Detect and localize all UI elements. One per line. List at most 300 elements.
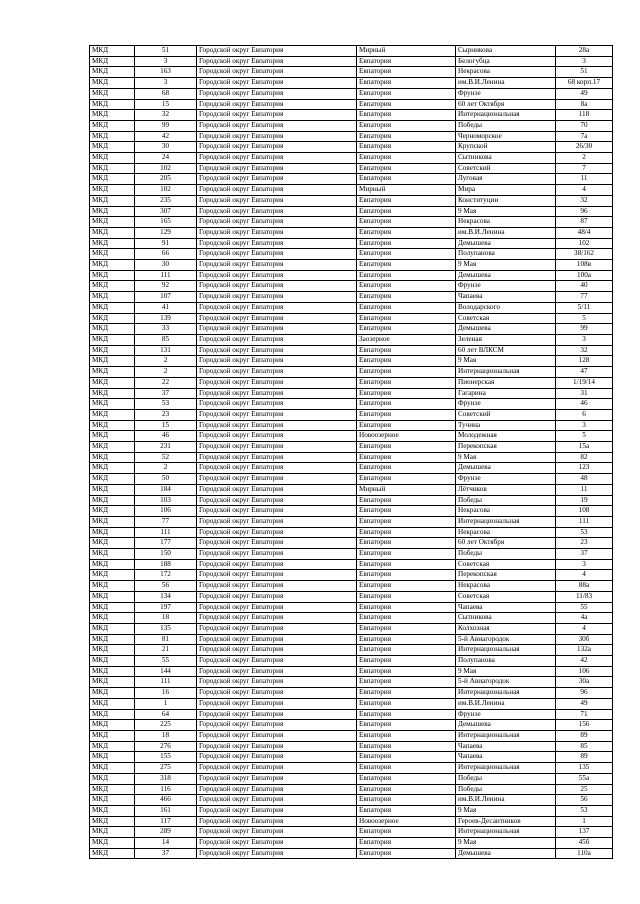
locality-cell: Евпатория [357,313,456,324]
table-row [90,442,613,453]
district-cell: Городской округ Евпатория [197,656,357,667]
table-row [90,163,613,174]
table-row [90,698,613,709]
type-cell: МКД [90,559,135,570]
type-cell: МКД [90,334,135,345]
district-cell: Городской округ Евпатория [197,195,357,206]
number-cell: 37 [135,848,197,859]
locality-cell: Евпатория [357,302,456,313]
district-cell: Городской округ Евпатория [197,484,357,495]
district-cell: Городской округ Евпатория [197,752,357,763]
table-row [90,153,613,164]
table-row [90,570,613,581]
table-row [90,666,613,677]
type-cell: МКД [90,634,135,645]
district-cell: Городской округ Евпатория [197,206,357,217]
locality-cell: Евпатория [357,720,456,731]
locality-cell: Евпатория [357,356,456,367]
type-cell: МКД [90,763,135,774]
street-cell: 9 Мая [456,206,556,217]
district-cell: Городской округ Евпатория [197,795,357,806]
number-cell: 18 [135,613,197,624]
street-cell: Некрасова [456,581,556,592]
street-cell: Чапаева [456,741,556,752]
district-cell: Городской округ Евпатория [197,549,357,560]
house-cell: 49 [556,88,613,99]
house-cell: 3 [556,559,613,570]
locality-cell: Евпатория [357,602,456,613]
street-cell: им.В.И.Ленина [456,78,556,89]
type-cell: МКД [90,217,135,228]
street-cell: им.В.И.Ленина [456,698,556,709]
district-cell: Городской округ Евпатория [197,527,357,538]
table-row [90,538,613,549]
locality-cell: Евпатория [357,527,456,538]
district-cell: Городской округ Евпатория [197,345,357,356]
number-cell: 85 [135,334,197,345]
house-cell: 25 [556,784,613,795]
number-cell: 37 [135,388,197,399]
district-cell: Городской округ Евпатория [197,613,357,624]
number-cell: 172 [135,570,197,581]
district-cell: Городской округ Евпатория [197,698,357,709]
house-cell: 96 [556,206,613,217]
locality-cell: Евпатория [357,120,456,131]
house-cell: 56 [556,795,613,806]
locality-cell: Евпатория [357,645,456,656]
locality-cell: Мирный [357,185,456,196]
type-cell: МКД [90,645,135,656]
street-cell: Колхозная [456,623,556,634]
district-cell: Городской округ Евпатория [197,99,357,110]
district-cell: Городской округ Евпатория [197,142,357,153]
locality-cell: Евпатория [357,442,456,453]
table-row [90,185,613,196]
district-cell: Городской округ Евпатория [197,634,357,645]
number-cell: 111 [135,677,197,688]
locality-cell: Евпатория [357,78,456,89]
locality-cell: Евпатория [357,270,456,281]
street-cell: Демышева [456,270,556,281]
table-row [90,88,613,99]
locality-cell: Евпатория [357,784,456,795]
number-cell: 466 [135,795,197,806]
district-cell: Городской округ Евпатория [197,538,357,549]
number-cell: 99 [135,120,197,131]
number-cell: 2 [135,356,197,367]
locality-cell: Евпатория [357,452,456,463]
house-cell: 37 [556,549,613,560]
locality-cell: Евпатория [357,495,456,506]
number-cell: 102 [135,185,197,196]
house-cell: 19 [556,495,613,506]
number-cell: 129 [135,227,197,238]
table-row [90,120,613,131]
house-cell: 110а [556,848,613,859]
type-cell: МКД [90,249,135,260]
street-cell: Сытникова [456,613,556,624]
house-cell: 102 [556,238,613,249]
number-cell: 139 [135,313,197,324]
street-cell: 9 Мая [456,260,556,271]
table-row [90,495,613,506]
number-cell: 15 [135,420,197,431]
house-cell: 108 [556,506,613,517]
house-cell: 46 [556,399,613,410]
house-cell: 71 [556,709,613,720]
district-cell: Городской округ Евпатория [197,720,357,731]
number-cell: 3 [135,56,197,67]
type-cell: МКД [90,142,135,153]
locality-cell: Евпатория [357,656,456,667]
table-row [90,270,613,281]
district-cell: Городской округ Евпатория [197,784,357,795]
number-cell: 161 [135,805,197,816]
number-cell: 41 [135,302,197,313]
number-cell: 68 [135,88,197,99]
type-cell: МКД [90,99,135,110]
house-cell: 132а [556,645,613,656]
street-cell: Интернациональная [456,645,556,656]
table-row [90,260,613,271]
locality-cell: Евпатория [357,581,456,592]
street-cell: Мира [456,185,556,196]
type-cell: МКД [90,827,135,838]
locality-cell: Евпатория [357,238,456,249]
street-cell: Фрунзе [456,709,556,720]
table-row [90,313,613,324]
house-cell: 40 [556,281,613,292]
district-cell: Городской округ Евпатория [197,249,357,260]
type-cell: МКД [90,345,135,356]
street-cell: Демышева [456,324,556,335]
table-row [90,484,613,495]
type-cell: МКД [90,409,135,420]
table-row [90,677,613,688]
locality-cell: Евпатория [357,805,456,816]
table-row [90,838,613,849]
number-cell: 188 [135,559,197,570]
table-row [90,324,613,335]
type-cell: МКД [90,527,135,538]
type-cell: МКД [90,698,135,709]
type-cell: МКД [90,666,135,677]
street-cell: Демышева [456,720,556,731]
locality-cell: Евпатория [357,634,456,645]
table-row [90,805,613,816]
table-row [90,752,613,763]
house-cell: 38/162 [556,249,613,260]
street-cell: Зеленая [456,334,556,345]
type-cell: МКД [90,313,135,324]
house-cell: 5 [556,431,613,442]
street-cell: Интернациональная [456,516,556,527]
street-cell: Героев-Десантников [456,816,556,827]
number-cell: 22 [135,377,197,388]
street-cell: Победы [456,549,556,560]
district-cell: Городской округ Евпатория [197,495,357,506]
house-cell: 89 [556,731,613,742]
type-cell: МКД [90,46,135,57]
street-cell: Чапаева [456,602,556,613]
number-cell: 52 [135,452,197,463]
type-cell: МКД [90,388,135,399]
number-cell: 184 [135,484,197,495]
street-cell: Фрунзе [456,281,556,292]
street-cell: Победы [456,495,556,506]
number-cell: 53 [135,399,197,410]
house-cell: 108в [556,260,613,271]
table-row [90,367,613,378]
house-cell: 55 [556,602,613,613]
district-cell: Городской округ Евпатория [197,334,357,345]
district-cell: Городской округ Евпатория [197,270,357,281]
number-cell: 197 [135,602,197,613]
locality-cell: Евпатория [357,131,456,142]
locality-cell: Евпатория [357,613,456,624]
street-cell: Гагарина [456,388,556,399]
house-cell: 48 [556,474,613,485]
house-cell: 6 [556,409,613,420]
street-cell: Тучина [456,420,556,431]
district-cell: Городской округ Евпатория [197,827,357,838]
locality-cell: Евпатория [357,827,456,838]
number-cell: 135 [135,623,197,634]
house-cell: 2 [556,153,613,164]
street-cell: им.В.И.Ленина [456,227,556,238]
district-cell: Городской округ Евпатория [197,302,357,313]
locality-cell: Евпатория [357,227,456,238]
number-cell: 150 [135,549,197,560]
district-cell: Городской округ Евпатория [197,46,357,57]
locality-cell: Евпатория [357,399,456,410]
number-cell: 92 [135,281,197,292]
district-cell: Городской округ Евпатория [197,763,357,774]
number-cell: 231 [135,442,197,453]
table-row [90,142,613,153]
district-cell: Городской округ Евпатория [197,217,357,228]
street-cell: Победы [456,773,556,784]
number-cell: 177 [135,538,197,549]
street-cell: Чапаева [456,752,556,763]
street-cell: Фрунзе [456,88,556,99]
locality-cell: Евпатория [357,249,456,260]
house-cell: 8а [556,99,613,110]
locality-cell: Евпатория [357,773,456,784]
district-cell: Городской округ Евпатория [197,163,357,174]
house-cell: 156 [556,720,613,731]
locality-cell: Евпатория [357,549,456,560]
locality-cell: Евпатория [357,709,456,720]
district-cell: Городской округ Евпатория [197,88,357,99]
street-cell: 9 Мая [456,838,556,849]
type-cell: МКД [90,367,135,378]
table-row [90,623,613,634]
street-cell: Демышева [456,848,556,859]
table-row [90,656,613,667]
table-row [90,516,613,527]
house-cell: 1 [556,816,613,827]
locality-cell: Евпатория [357,559,456,570]
street-cell: Интернациональная [456,367,556,378]
number-cell: 42 [135,131,197,142]
district-cell: Городской округ Евпатория [197,67,357,78]
house-cell: 11/83 [556,591,613,602]
locality-cell: Новоозерное [357,431,456,442]
locality-cell: Евпатория [357,388,456,399]
number-cell: 205 [135,174,197,185]
locality-cell: Евпатория [357,795,456,806]
street-cell: Некрасова [456,527,556,538]
locality-cell: Новоозерное [357,816,456,827]
district-cell: Городской округ Евпатория [197,56,357,67]
locality-cell: Евпатория [357,752,456,763]
number-cell: 235 [135,195,197,206]
street-cell: Перекопская [456,570,556,581]
table-row [90,78,613,89]
type-cell: МКД [90,377,135,388]
district-cell: Городской округ Евпатория [197,623,357,634]
district-cell: Городской округ Евпатория [197,602,357,613]
locality-cell: Евпатория [357,506,456,517]
house-cell: 89 [556,752,613,763]
house-cell: 68 корп.17 [556,78,613,89]
type-cell: МКД [90,677,135,688]
locality-cell: Евпатория [357,99,456,110]
house-cell: 118 [556,110,613,121]
table-row [90,795,613,806]
type-cell: МКД [90,506,135,517]
type-cell: МКД [90,838,135,849]
type-cell: МКД [90,581,135,592]
number-cell: 103 [135,495,197,506]
street-cell: Победы [456,120,556,131]
house-cell: 30а [556,677,613,688]
number-cell: 55 [135,656,197,667]
table-row [90,645,613,656]
house-cell: 23 [556,538,613,549]
table-row [90,195,613,206]
district-cell: Городской округ Евпатория [197,666,357,677]
number-cell: 111 [135,527,197,538]
house-cell: 11 [556,484,613,495]
type-cell: МКД [90,270,135,281]
number-cell: 32 [135,110,197,121]
type-cell: МКД [90,538,135,549]
street-cell: Интернациональная [456,110,556,121]
table-row [90,281,613,292]
table-row [90,377,613,388]
street-cell: 5-й Авиагородок [456,677,556,688]
table-row [90,46,613,57]
street-cell: Фрунзе [456,399,556,410]
table-row [90,56,613,67]
table-row [90,591,613,602]
table-row [90,217,613,228]
district-cell: Городской округ Евпатория [197,292,357,303]
district-cell: Городской округ Евпатория [197,399,357,410]
house-cell: 48/4 [556,227,613,238]
house-cell: 53 [556,805,613,816]
type-cell: МКД [90,452,135,463]
type-cell: МКД [90,431,135,442]
district-cell: Городской округ Евпатория [197,581,357,592]
number-cell: 225 [135,720,197,731]
street-cell: Советский [456,409,556,420]
district-cell: Городской округ Евпатория [197,645,357,656]
number-cell: 2 [135,463,197,474]
district-cell: Городской округ Евпатория [197,356,357,367]
type-cell: МКД [90,709,135,720]
number-cell: 2 [135,367,197,378]
district-cell: Городской округ Евпатория [197,741,357,752]
type-cell: МКД [90,399,135,410]
table-row [90,474,613,485]
table-row [90,527,613,538]
type-cell: МКД [90,302,135,313]
number-cell: 30 [135,142,197,153]
number-cell: 276 [135,741,197,752]
table-row [90,431,613,442]
street-cell: Некрасова [456,67,556,78]
house-cell: 32 [556,345,613,356]
type-cell: МКД [90,185,135,196]
table-row [90,452,613,463]
table-row [90,848,613,859]
type-cell: МКД [90,463,135,474]
street-cell: Некрасова [456,217,556,228]
house-cell: 7а [556,131,613,142]
number-cell: 1 [135,698,197,709]
street-cell: Пионерская [456,377,556,388]
district-cell: Городской округ Евпатория [197,110,357,121]
district-cell: Городской округ Евпатория [197,153,357,164]
number-cell: 91 [135,238,197,249]
type-cell: МКД [90,324,135,335]
district-cell: Городской округ Евпатория [197,78,357,89]
locality-cell: Евпатория [357,698,456,709]
locality-cell: Евпатория [357,260,456,271]
table-row [90,174,613,185]
number-cell: 66 [135,249,197,260]
locality-cell: Евпатория [357,688,456,699]
locality-cell: Евпатория [357,281,456,292]
number-cell: 18 [135,731,197,742]
number-cell: 3 [135,78,197,89]
district-cell: Городской округ Евпатория [197,324,357,335]
type-cell: МКД [90,153,135,164]
house-cell: 3 [556,334,613,345]
number-cell: 318 [135,773,197,784]
district-cell: Городской округ Евпатория [197,688,357,699]
type-cell: МКД [90,549,135,560]
house-cell: 4 [556,185,613,196]
type-cell: МКД [90,420,135,431]
street-cell: Советская [456,559,556,570]
street-cell: Советская [456,313,556,324]
number-cell: 33 [135,324,197,335]
house-cell: 137 [556,827,613,838]
street-cell: Белогубца [456,56,556,67]
district-cell: Городской округ Евпатория [197,431,357,442]
house-cell: 99 [556,324,613,335]
house-cell: 77 [556,292,613,303]
street-cell: Конституции [456,195,556,206]
district-cell: Городской округ Евпатория [197,238,357,249]
locality-cell: Евпатория [357,516,456,527]
district-cell: Городской округ Евпатория [197,506,357,517]
type-cell: МКД [90,67,135,78]
